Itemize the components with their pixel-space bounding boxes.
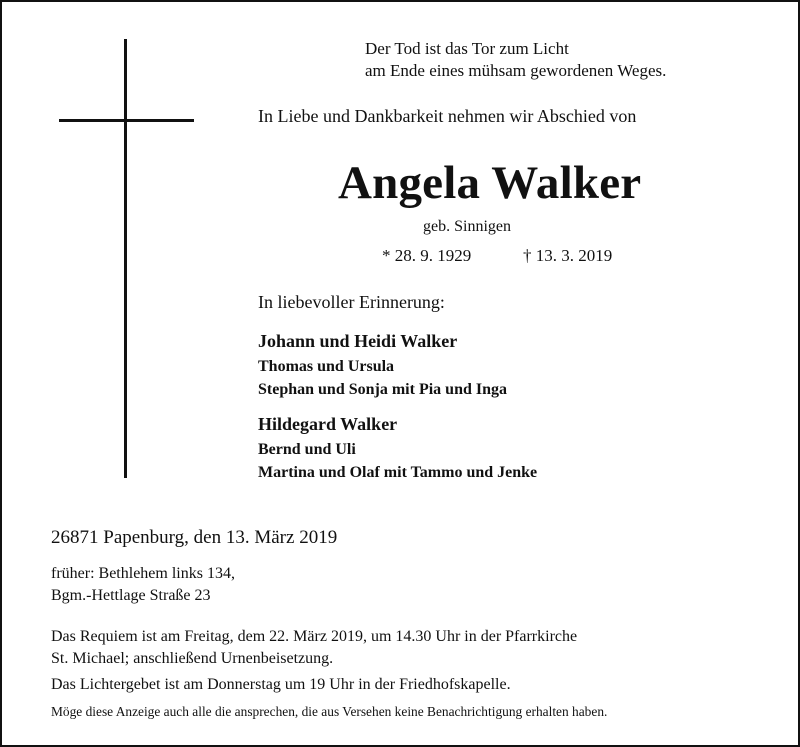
farewell-text: In Liebe und Dankbarkeit nehmen wir Abschied von (258, 106, 637, 126)
death-date: † 13. 3. 2019 (523, 246, 613, 265)
family-member: Martina und Olaf mit Tammo und Jenke (258, 464, 538, 481)
family-head: Hildegard Walker (258, 414, 398, 434)
requiem-line-1: Das Requiem ist am Freitag, dem 22. März 2019, um 14.30 Uhr in der Pfarrkirche (51, 628, 578, 645)
address-line-2: Bgm.-Hettlage Straße 23 (51, 587, 211, 604)
family-member: Bernd und Uli (258, 441, 356, 458)
family-member: Stephan und Sonja mit Pia und Inga (258, 381, 507, 398)
notification-notice: Möge diese Anzeige auch alle die ansprechen, die aus Versehen keine Benachrichtigung erhalten haben. (51, 704, 608, 719)
family-member: Thomas und Ursula (258, 358, 395, 375)
cross-horizontal-bar (59, 119, 194, 122)
motto (365, 38, 745, 82)
former-address (51, 563, 235, 607)
family-head: Johann und Heidi Walker (258, 331, 458, 351)
birth-date: * 28. 9. 1929 (382, 246, 472, 265)
memory-intro: In liebevoller Erinnerung: (258, 292, 445, 312)
birth-name: geb. Sinnigen (423, 218, 511, 235)
light-prayer-info: Das Lichtergebet ist am Donnerstag um 19 Uhr in der Friedhofskapelle. (51, 676, 511, 693)
cross-vertical-bar (124, 39, 127, 478)
family-group (258, 413, 537, 485)
motto-line-2: am Ende eines mühsam gewordenen Weges. (365, 61, 667, 80)
place-date: 26871 Papenburg, den 13. März 2019 (51, 527, 338, 548)
address-line-1: früher: Bethlehem links 134, (51, 565, 235, 582)
requiem-info (51, 626, 577, 670)
motto-line-1: Der Tod ist das Tor zum Licht (365, 39, 569, 58)
requiem-line-2: St. Michael; anschließend Urnenbeisetzung. (51, 650, 334, 667)
deceased-name: Angela Walker (338, 157, 642, 209)
family-group (258, 330, 507, 402)
